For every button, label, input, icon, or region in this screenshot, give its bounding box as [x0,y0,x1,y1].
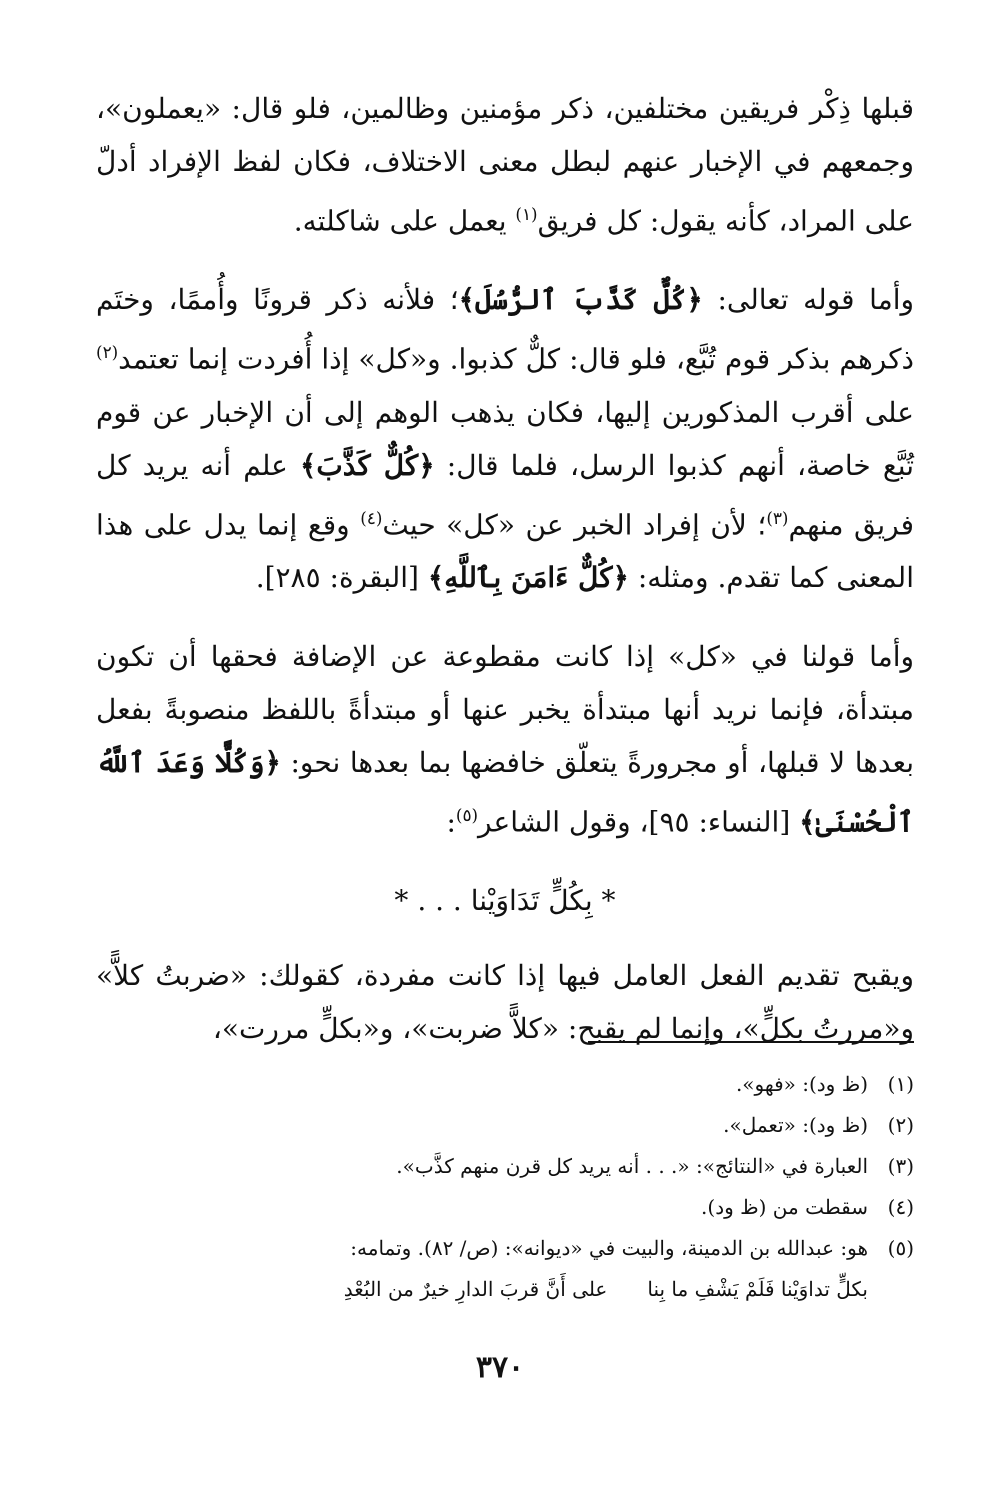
footnote-ref-5: (٥) [455,804,479,825]
poem-hemistich-2: على أَنَّ قربَ الدارِ خيرٌ من البُعْدِ [343,1277,608,1301]
main-text [96,82,914,1081]
footnote-text: هو: عبدالله بن الدمينة، والبيت في «ديوانه»: (ص/ ٨٢). وتمامه: [350,1236,868,1260]
quran-quote-1: ﴿كُلٌّ كَذَّبَ ٱلرُّسُلَ﴾ [458,283,703,317]
footnote-1 [100,1064,914,1105]
footnote-ref-2: (٢) [96,342,119,363]
footnote-number: (٣) [887,1154,914,1178]
paragraph-3 [96,630,914,848]
p2-text-f: وقع إنما يدل على هذا المعنى كما تقدم. ومثله: [96,507,914,594]
p2-text-a: وأما قوله تعالى: [702,283,914,317]
footnote-text: (ظ ود): «تعمل». [723,1113,868,1137]
footnote-separator [588,1041,914,1043]
quran-quote-4: ﴿وَكُلًّا وَعَدَ ٱللَّهُ ٱلْحُسْنَىٰ﴾ [96,745,914,839]
footnote-2 [100,1105,914,1146]
footnote-ref-4: (٤) [360,507,383,528]
p2-text-g: [البقرة: ٢٨٥]. [255,560,428,594]
poem-hemistich-1: بكلٍّ تداوَيْنا فَلَمْ يَشْفِ ما بِنا [647,1277,868,1301]
paragraph-2 [96,273,914,604]
paragraph-4: ويقبح تقديم الفعل العامل فيها إذا كانت مفردة، كقولك: «ضربتُ كلاًّ» و«مررتُ بكلٍّ»، وإنما لم يقبح: «كلاًّ ضربت»، و«بكلٍّ مررت»، [96,959,914,1046]
footnote-3 [100,1146,914,1187]
quran-quote-3: ﴿كُلٌّ ءَامَنَ بِٱللَّهِ﴾ [427,560,629,594]
p3-text-b: [النساء: ٩٥]، وقول الشاعر [478,805,800,839]
paragraph-1 [96,82,914,247]
footnote-4 [100,1187,914,1228]
p2-text-b: ؛ فلأنه ذكر قرونًا وأُممًا، وختَم ذكرهم بذكر قوم تُبَّع، فلو قال: كلٌّ كذبوا. و«كل» إذا أُفردت إنما تعتمد [96,283,914,376]
footnote-number: (١) [887,1072,914,1096]
footnote-ref-1: (١) [515,204,538,224]
p2-text-e: ؛ لأن إفراد الخبر عن «كل» حيث [382,507,767,541]
footnote-number: (٥) [887,1236,914,1260]
p2-text-d: علم أنه يريد كل فريق منهم [96,448,914,541]
verse-quote: * بِكُلٍّ تَدَاوَيْنا . . . * [394,884,616,918]
p3-text-c: : [446,805,456,839]
p1-text-b: يعمل على شاكلته. [293,204,516,238]
poem-verse [100,1269,868,1310]
footnotes [100,1064,914,1310]
page-number: ٣٧٠ [475,1350,525,1385]
footnote-text: العبارة في «النتائج»: «. . . أنه يريد كل قرن منهم كذَّب». [396,1154,868,1178]
footnote-text: سقطت من (ظ ود). [701,1195,868,1219]
p2-text-c: على أقرب المذكورين إليها، فكان يذهب الوهم إلى أن الإخبار عن قوم تُبَّع خاصة، أنهم كذبوا الرسل، فلما قال: [96,395,914,482]
quran-quote-2: ﴿كُلٌّ كَذَّبَ﴾ [299,448,435,482]
footnote-number: (٤) [887,1195,914,1219]
p3-text-a: وأما قولنا في «كل» إذا كانت مقطوعة عن الإضافة فحقها أن تكون مبتدأة، فإنما نريد أنها مبتدأة يخبر عنها أو مبتدأةً باللفظ منصوبةً بفعل بعدها لا قبلها، أو مجرورةً يتعلّق خافضها بما بعدها نحو: [96,639,914,779]
p1-text-a: قبلها ذِكْر فريقين مختلفين، ذكر مؤمنين وظالمين، فلو قال: «يعملون»، وجمعهم في الإخبار عنهم لبطل معنى الاختلاف، فكان لفظ الإفراد أدلّ على المراد، كأنه يقول: كل فريق [96,92,914,238]
footnote-5 [100,1228,914,1269]
footnote-text: (ظ ود): «فهو». [735,1072,868,1096]
footnote-number: (٢) [887,1113,914,1137]
footnote-ref-3: (٣) [766,507,789,528]
